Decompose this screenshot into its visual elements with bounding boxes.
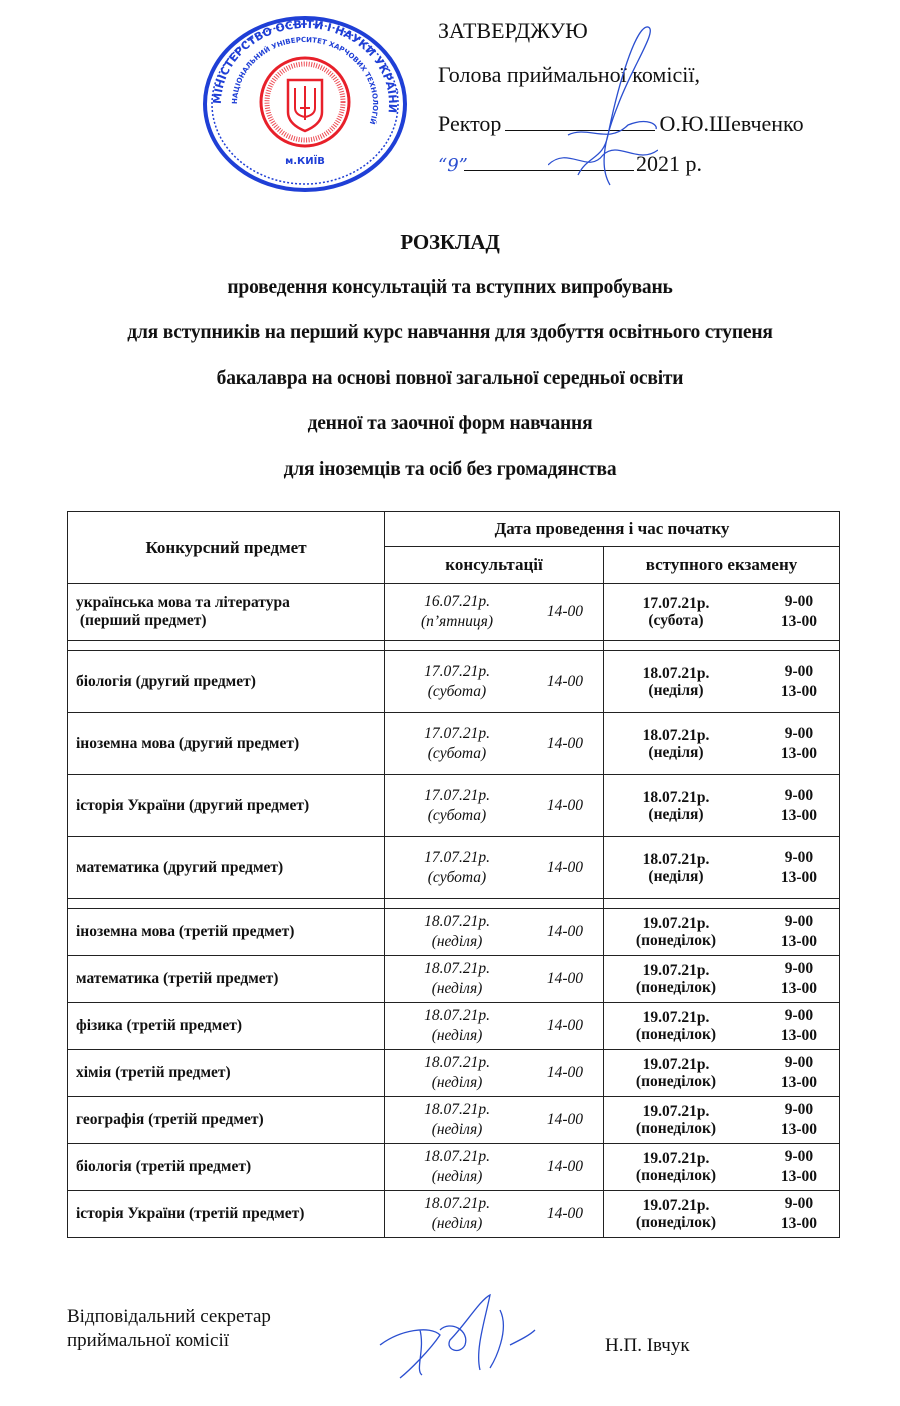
consultation-day: (неділя) (431, 933, 483, 950)
exam-times (781, 786, 817, 826)
consultation-time: 14-00 (546, 603, 583, 620)
header-exam: вступного екзамену (604, 547, 840, 584)
consultation-time: 14-00 (546, 1111, 583, 1128)
exam-day: (неділя) (648, 805, 704, 823)
subject-cell (68, 1003, 385, 1050)
title-heading: РОЗКЛАД (400, 230, 500, 254)
subject-cell (68, 837, 385, 899)
consultation-cell (385, 584, 604, 641)
exam-time-2: 13-00 (780, 980, 817, 997)
exam-date (616, 851, 736, 885)
consultation-time: 14-00 (546, 970, 583, 987)
header-date-time: Дата проведення і час початку (385, 512, 840, 547)
footer-name: Н.П. Івчук (605, 1335, 690, 1356)
exam-day: (субота) (648, 612, 704, 629)
table-row (68, 1050, 840, 1097)
exam-time-1: 9-00 (784, 1101, 814, 1118)
exam-day: (неділя) (648, 867, 704, 885)
exam-date (616, 1056, 736, 1090)
exam-time-1: 9-00 (784, 913, 814, 930)
exam-time-2: 13-00 (780, 868, 817, 886)
exam-time-1: 9-00 (784, 960, 814, 977)
consultation-day: (неділя) (431, 1074, 483, 1091)
subject-cell (68, 651, 385, 713)
consultation-date-value: 18.07.21р. (424, 1054, 490, 1071)
title-line-3: бакалавра на основі повної загальної середньої освіти (216, 367, 684, 389)
consultation-time: 14-00 (546, 1064, 583, 1081)
exam-day: (понеділок) (635, 1026, 717, 1043)
subject-name: географія (третій предмет) (76, 1111, 264, 1128)
official-stamp (200, 14, 410, 194)
exam-date (616, 789, 736, 823)
consultation-date (407, 662, 507, 702)
exam-date-value: 19.07.21р. (642, 962, 710, 979)
consultation-date (407, 959, 507, 999)
exam-date (616, 595, 736, 629)
exam-date (616, 1150, 736, 1184)
exam-day: (понеділок) (635, 979, 717, 996)
exam-time-1: 9-00 (784, 1054, 814, 1071)
consultation-time: 14-00 (546, 1017, 583, 1034)
exam-time-1: 9-00 (784, 593, 814, 610)
header-subject: Конкурсний предмет (68, 512, 385, 584)
subject-cell (68, 1144, 385, 1191)
consultation-cell (385, 1097, 604, 1144)
subject-cell (68, 1050, 385, 1097)
exam-times (781, 1053, 817, 1093)
footer-position-line-2: приймальної комісії (67, 1330, 230, 1351)
trident-icon (295, 86, 315, 120)
consultation-date (407, 786, 507, 826)
subject-cell (68, 584, 385, 641)
exam-day: (понеділок) (635, 1073, 717, 1090)
exam-times (781, 1194, 817, 1234)
exam-day: (неділя) (648, 743, 704, 761)
exam-times (781, 592, 817, 632)
consultation-date-value: 18.07.21р. (424, 1101, 490, 1118)
exam-cell (604, 1050, 840, 1097)
exam-cell (604, 775, 840, 837)
exam-cell (604, 837, 840, 899)
consultation-day: (неділя) (431, 1215, 483, 1232)
approval-day: “9” (438, 155, 468, 176)
exam-cell (604, 956, 840, 1003)
exam-date-value: 18.07.21р. (642, 664, 710, 682)
schedule-table (67, 511, 840, 1238)
exam-time-1: 9-00 (784, 1007, 814, 1024)
exam-time-2: 13-00 (780, 613, 817, 630)
header-consultation: консультації (385, 547, 604, 584)
consultation-date-value: 17.07.21р. (424, 848, 490, 866)
consultation-date-value: 17.07.21р. (424, 662, 490, 680)
title-line-4: денної та заочної форм навчання (307, 413, 593, 434)
consultation-cell (385, 956, 604, 1003)
approval-date-line (438, 152, 702, 175)
exam-date-value: 18.07.21р. (642, 788, 710, 806)
consultation-cell (385, 651, 604, 713)
rector-name: О.Ю.Шевченко (659, 111, 804, 136)
exam-cell (604, 584, 840, 641)
stamp-red-ring (261, 58, 349, 146)
approver-position: Голова приймальної комісії, (438, 62, 700, 87)
consultation-day: (неділя) (431, 1121, 483, 1138)
consultation-date-value: 18.07.21р. (424, 1195, 490, 1212)
table-row (68, 1144, 840, 1191)
exam-date-value: 17.07.21р. (642, 595, 710, 612)
consultation-day: (субота) (427, 682, 487, 700)
stamp-inner-text: НАЦІОНАЛЬНИЙ УНІВЕРСИТЕТ ХАРЧОВИХ ТЕХНОЛОГІЙ (230, 35, 380, 126)
consultation-day: (неділя) (431, 980, 483, 997)
consultation-date (407, 1194, 507, 1234)
table-row (68, 956, 840, 1003)
subject-cell (68, 956, 385, 1003)
exam-cell (604, 1097, 840, 1144)
exam-times (781, 1100, 817, 1140)
consultation-date (407, 912, 507, 952)
consultation-time: 14-00 (546, 796, 583, 814)
exam-day: (неділя) (648, 681, 704, 699)
exam-cell (604, 1144, 840, 1191)
stamp-city: м.КИЇВ (285, 156, 325, 167)
exam-day: (понеділок) (635, 932, 717, 949)
exam-time-2: 13-00 (780, 933, 817, 950)
signature-underline (505, 112, 655, 131)
consultation-date-value: 18.07.21р. (424, 960, 490, 977)
subject-cell (68, 1097, 385, 1144)
exam-cell (604, 651, 840, 713)
subject-cell (68, 713, 385, 775)
stamp-dotted-ring (212, 24, 398, 184)
exam-cell (604, 909, 840, 956)
exam-time-2: 13-00 (780, 744, 817, 762)
group-spacer-row (68, 899, 840, 909)
title-line-1: проведення консультацій та вступних випробувань (227, 276, 673, 298)
approve-label: ЗАТВЕРДЖУЮ (438, 18, 588, 43)
table-row (68, 584, 840, 641)
consultation-date (407, 724, 507, 764)
exam-day: (понеділок) (635, 1214, 717, 1231)
schedule-body (68, 584, 840, 1238)
exam-time-2: 13-00 (780, 806, 817, 824)
subject-name: українська мова та література (76, 594, 290, 611)
table-row (68, 713, 840, 775)
exam-time-1: 9-00 (784, 1148, 814, 1165)
consultation-day: (субота) (427, 868, 487, 886)
consultation-cell (385, 837, 604, 899)
consultation-cell (385, 713, 604, 775)
exam-times (781, 959, 817, 999)
exam-date-value: 19.07.21р. (642, 915, 710, 932)
exam-date-value: 19.07.21р. (642, 1056, 710, 1073)
exam-time-2: 13-00 (780, 1215, 817, 1232)
table-row (68, 909, 840, 956)
consultation-cell (385, 1144, 604, 1191)
exam-times (781, 848, 817, 888)
stamp-outer-text: МІНІСТЕРСТВО ОСВІТИ І НАУКИ УКРАЇНИ (210, 17, 400, 114)
exam-times (781, 1147, 817, 1187)
consultation-cell (385, 1191, 604, 1238)
secretary-signature (370, 1290, 550, 1380)
consultation-time: 14-00 (546, 923, 583, 940)
exam-day: (понеділок) (635, 1167, 717, 1184)
exam-time-1: 9-00 (784, 1195, 814, 1212)
approval-year: 2021 р. (636, 151, 702, 176)
consultation-date (407, 1006, 507, 1046)
consultation-day: (п’ятниця) (420, 613, 494, 630)
consultation-date (407, 1053, 507, 1093)
exam-time-1: 9-00 (784, 786, 814, 804)
subject-name: історія України (третій предмет) (76, 1205, 305, 1222)
consultation-day: (неділя) (431, 1168, 483, 1185)
consultation-cell (385, 775, 604, 837)
subject-cell (68, 775, 385, 837)
consultation-date-value: 16.07.21р. (424, 593, 490, 610)
consultation-day: (субота) (427, 744, 487, 762)
consultation-date-value: 17.07.21р. (424, 724, 490, 742)
consultation-date-value: 17.07.21р. (424, 786, 490, 804)
consultation-date (407, 1147, 507, 1187)
exam-time-2: 13-00 (780, 1168, 817, 1185)
consultation-time: 14-00 (546, 734, 583, 752)
subject-note: (перший предмет) (76, 612, 207, 629)
subject-name: біологія (другий предмет) (76, 672, 256, 690)
consultation-time: 14-00 (546, 672, 583, 690)
title-line-2: для вступників на перший курс навчання для здобуття освітнього ступеня (127, 322, 773, 343)
consultation-date-value: 18.07.21р. (424, 1007, 490, 1024)
exam-time-2: 13-00 (780, 682, 817, 700)
consultation-cell (385, 909, 604, 956)
exam-date (616, 915, 736, 949)
exam-cell (604, 1191, 840, 1238)
trident-shield-icon (288, 80, 322, 131)
table-row (68, 651, 840, 713)
table-row (68, 1003, 840, 1050)
exam-date-value: 18.07.21р. (642, 726, 710, 744)
exam-date (616, 727, 736, 761)
consultation-time: 14-00 (546, 1205, 583, 1222)
rector-line (438, 112, 804, 135)
approval-month-underline (464, 152, 634, 171)
exam-cell (604, 713, 840, 775)
consultation-time: 14-00 (546, 858, 583, 876)
consultation-day: (неділя) (431, 1027, 483, 1044)
consultation-date (407, 592, 507, 632)
exam-date (616, 1009, 736, 1043)
exam-time-1: 9-00 (784, 848, 814, 866)
exam-date-value: 18.07.21р. (642, 850, 710, 868)
subject-name: іноземна мова (другий предмет) (76, 734, 300, 752)
exam-date (616, 1197, 736, 1231)
subject-name: іноземна мова (третій предмет) (76, 923, 295, 940)
subject-name: історія України (другий предмет) (76, 796, 310, 814)
table-row (68, 775, 840, 837)
consultation-cell (385, 1050, 604, 1097)
exam-cell (604, 1003, 840, 1050)
exam-date-value: 19.07.21р. (642, 1009, 710, 1026)
rector-label: Ректор (438, 111, 502, 136)
consultation-time: 14-00 (546, 1158, 583, 1175)
title-line-5: для іноземців та осіб без громадянства (283, 458, 617, 480)
subject-name: фізика (третій предмет) (76, 1017, 242, 1034)
consultation-day: (субота) (427, 806, 487, 824)
exam-times (781, 1006, 817, 1046)
exam-date (616, 1103, 736, 1137)
exam-date (616, 665, 736, 699)
exam-day: (понеділок) (635, 1120, 717, 1137)
footer-position-line-1: Відповідальний секретар (67, 1306, 271, 1327)
exam-time-2: 13-00 (780, 1027, 817, 1044)
table-row (68, 1191, 840, 1238)
document-title (0, 228, 900, 501)
subject-cell (68, 1191, 385, 1238)
consultation-date-value: 18.07.21р. (424, 913, 490, 930)
exam-times (781, 662, 817, 702)
consultation-cell (385, 1003, 604, 1050)
exam-time-1: 9-00 (784, 662, 814, 680)
table-row (68, 837, 840, 899)
group-spacer-row (68, 641, 840, 651)
subject-cell (68, 909, 385, 956)
subject-name: математика (третій предмет) (76, 970, 279, 987)
stamp-outer-ring (205, 18, 405, 190)
exam-time-1: 9-00 (784, 724, 814, 742)
subject-name: біологія (третій предмет) (76, 1158, 252, 1175)
exam-time-2: 13-00 (780, 1121, 817, 1138)
exam-date (616, 962, 736, 996)
footer-position (67, 1305, 271, 1353)
table-row (68, 1097, 840, 1144)
exam-date-value: 19.07.21р. (642, 1150, 710, 1167)
exam-time-2: 13-00 (780, 1074, 817, 1091)
exam-times (781, 912, 817, 952)
consultation-date (407, 1100, 507, 1140)
consultation-date-value: 18.07.21р. (424, 1148, 490, 1165)
exam-date-value: 19.07.21р. (642, 1197, 710, 1214)
exam-date-value: 19.07.21р. (642, 1103, 710, 1120)
exam-times (781, 724, 817, 764)
subject-name: хімія (третій предмет) (76, 1064, 231, 1081)
subject-name: математика (другий предмет) (76, 858, 284, 876)
consultation-date (407, 848, 507, 888)
